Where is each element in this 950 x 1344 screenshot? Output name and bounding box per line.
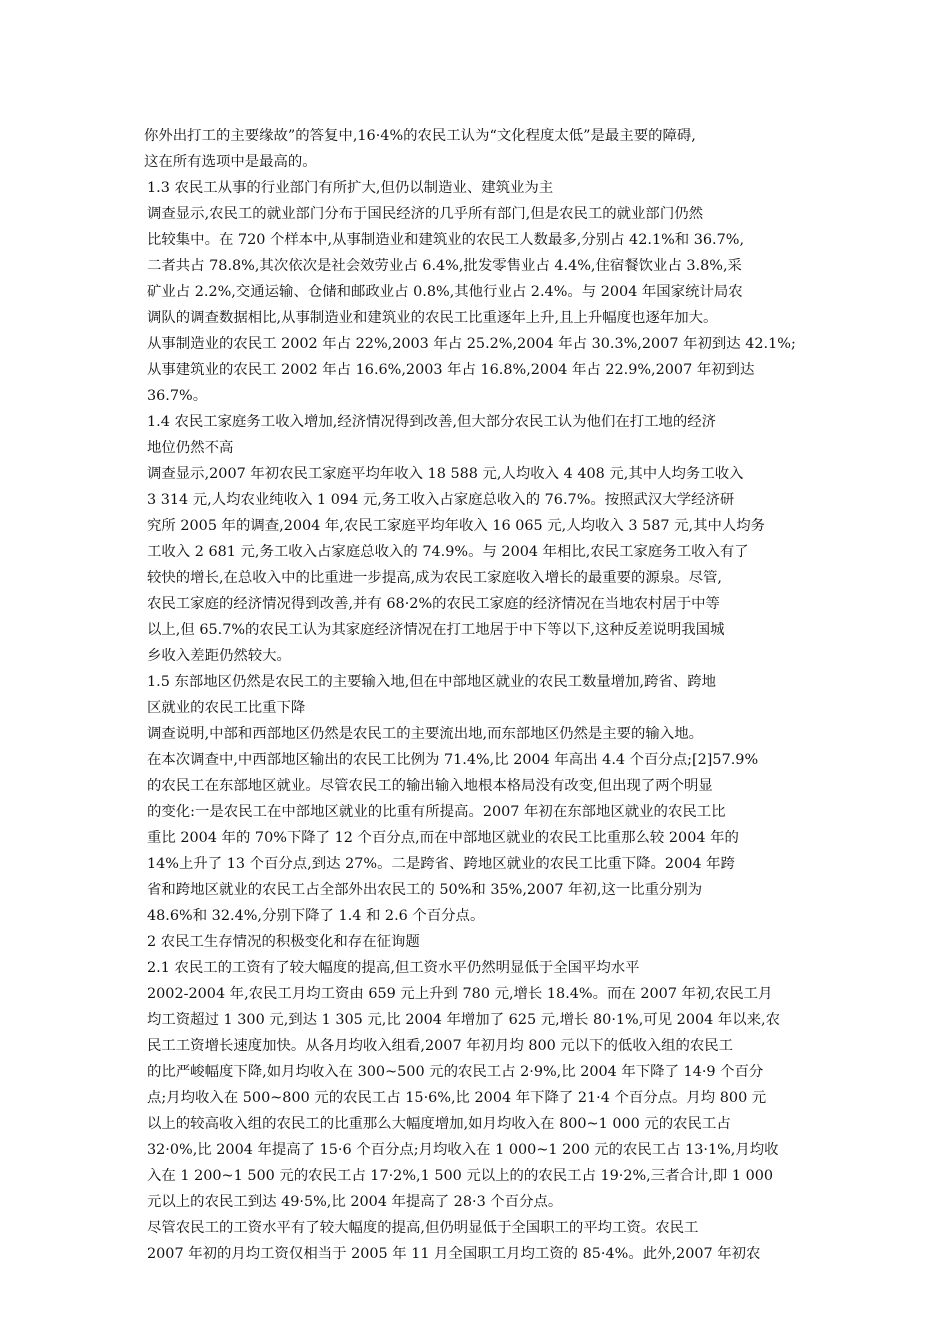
paragraph-wage-growth: 2002-2004 年,农民工月均工资由 659 元上升到 780 元,增长 18.4%。而在 2007 年初,农民工月 均工资超过 1 300 元,到达 1 305 元,比 2004 年增加了 625 元,增长 80·1%,可见 2004 年以来,农 民工工资增长速度加快。从各月均收入组看,2007 年初月均 800 元以下的低收入组的农民工 的比严峻幅度下降,如月均收入在 300~500 元的农民工占 2·9%,比 2004 年下降了 14·9 个百分 点;月均收入在 500~800 元的农民工占 15·6%,比 2004 年下降了 21·4 个百分点。月均 800 元 以上的较高收入组的农民工的比重那么大幅度增加,如月均收入在 800~1 000 元的农民工占 32·0%,比 2004 年提高了 15·6 个百分点;月均收入在 1 000~1 200 元的农民工占 13·1%,月均收 入在 1 200~1 500 元的农民工占 17·2%,1 500 元以上的的农民工占 19·2%,三者合计,即 1 000 元以上的农民工到达 49·5%,比 2004 年提高了 28·3 个百分点。 [147, 986, 780, 1210]
document-body [144, 123, 810, 1267]
paragraph-wage-comparison: 尽管农民工的工资水平有了较大幅度的提高,但仍明显低于全国职工的平均工资。农民工 2007 年初的月均工资仅相当于 2005 年 11 月全国职工月均工资的 85·4%。此外,2007 年初农 [147, 1220, 761, 1262]
paragraph-household-income: 调查显示,2007 年初农民工家庭平均年收入 18 588 元,人均收入 4 408 元,其中人均务工收入 3 314 元,人均农业纯收入 1 094 元,务工收入占家庭总收入的 76.7%。按照武汉大学经济研 究所 2005 年的调查,2004 年,农民工家庭平均年收入 16 065 元,人均收入 3 587 元,其中人均务 工收入 2 681 元,务工收入占家庭总收入的 74.9%。与 2004 年相比,农民工家庭务工收入有了 较快的增长,在总收入中的比重进一步提高,成为农民工家庭收入增长的最重要的源泉。尽管, 农民工家庭的经济情况得到改善,并有 68·2%的农民工家庭的经济情况在当地农村居于中等 以上,但 65.7%的农民工认为其家庭经济情况在打工地居于中下等以下,这种反差说明我国城 乡收入差距仍然较大。 [147, 466, 766, 664]
paragraph-industry-distribution: 调查显示,农民工的就业部门分布于国民经济的几乎所有部门,但是农民工的就业部门仍然 比较集中。在 720 个样本中,从事制造业和建筑业的农民工人数最多,分别占 42.1%和 36.7%, 二者共占 78.8%,其次依次是社会效劳业占 6.4%,批发零售业占 4.4%,住宿餐饮业占 3.8%,采 矿业占 2.2%,交通运输、仓储和邮政业占 0.8%,其他行业占 2.4%。与 2004 年国家统计局农 调队的调查数据相比,从事制造业和建筑业的农民工比重逐年上升,且上升幅度也逐年加大。 从事制造业的农民工 2002 年占 22%,2003 年占 25.2%,2004 年占 30.3%,2007 年初到达 42.1%; 从事建筑业的农民工 2002 年占 16.6%,2003 年占 16.8%,2004 年占 22.9%,2007 年初到达 36.7%。 [147, 206, 796, 404]
paragraph-intro-continuation: 你外出打工的主要缘故”的答复中,16·4%的农民工认为“文化程度太低”是最主要的障碍, 这在所有选项中是最高的。 [144, 128, 696, 170]
paragraph-regional-distribution: 调查说明,中部和西部地区仍然是农民工的主要流出地,而东部地区仍然是主要的输入地。 在本次调查中,中西部地区输出的农民工比例为 71.4%,比 2004 年高出 4.4 个百分点;[2]57.9% 的农民工在东部地区就业。尽管农民工的输出输入地根本格局没有改变,但出现了两个明显 的变化:一是农民工在中部地区就业的比重有所提高。2007 年初在东部地区就业的农民工比 重比 2004 年的 70%下降了 12 个百分点,而在中部地区就业的农民工比重那么较 2004 年的 14%上升了 13 个百分点,到达 27%。二是跨省、跨地区就业的农民工比重下降。2004 年跨 省和跨地区就业的农民工占全部外出农民工的 50%和 35%,2007 年初,这一比重分别为 48.6%和 32.4%,分别下降了 1.4 和 2.6 个百分点。 [147, 726, 759, 924]
section-heading-1-3: 1.3 农民工从事的行业部门有所扩大,但仍以制造业、建筑业为主 [147, 180, 554, 196]
section-heading-2: 2 农民工生存情况的积极变化和存在征询题 [147, 934, 420, 950]
section-heading-1-4: 1.4 农民工家庭务工收入增加,经济情况得到改善,但大部分农民工认为他们在打工地的经济 地位仍然不高 [147, 414, 717, 456]
section-heading-1-5: 1.5 东部地区仍然是农民工的主要输入地,但在中部地区就业的农民工数量增加,跨省、跨地 区就业的农民工比重下降 [147, 674, 717, 716]
section-heading-2-1: 2.1 农民工的工资有了较大幅度的提高,但工资水平仍然明显低于全国平均水平 [147, 960, 640, 976]
